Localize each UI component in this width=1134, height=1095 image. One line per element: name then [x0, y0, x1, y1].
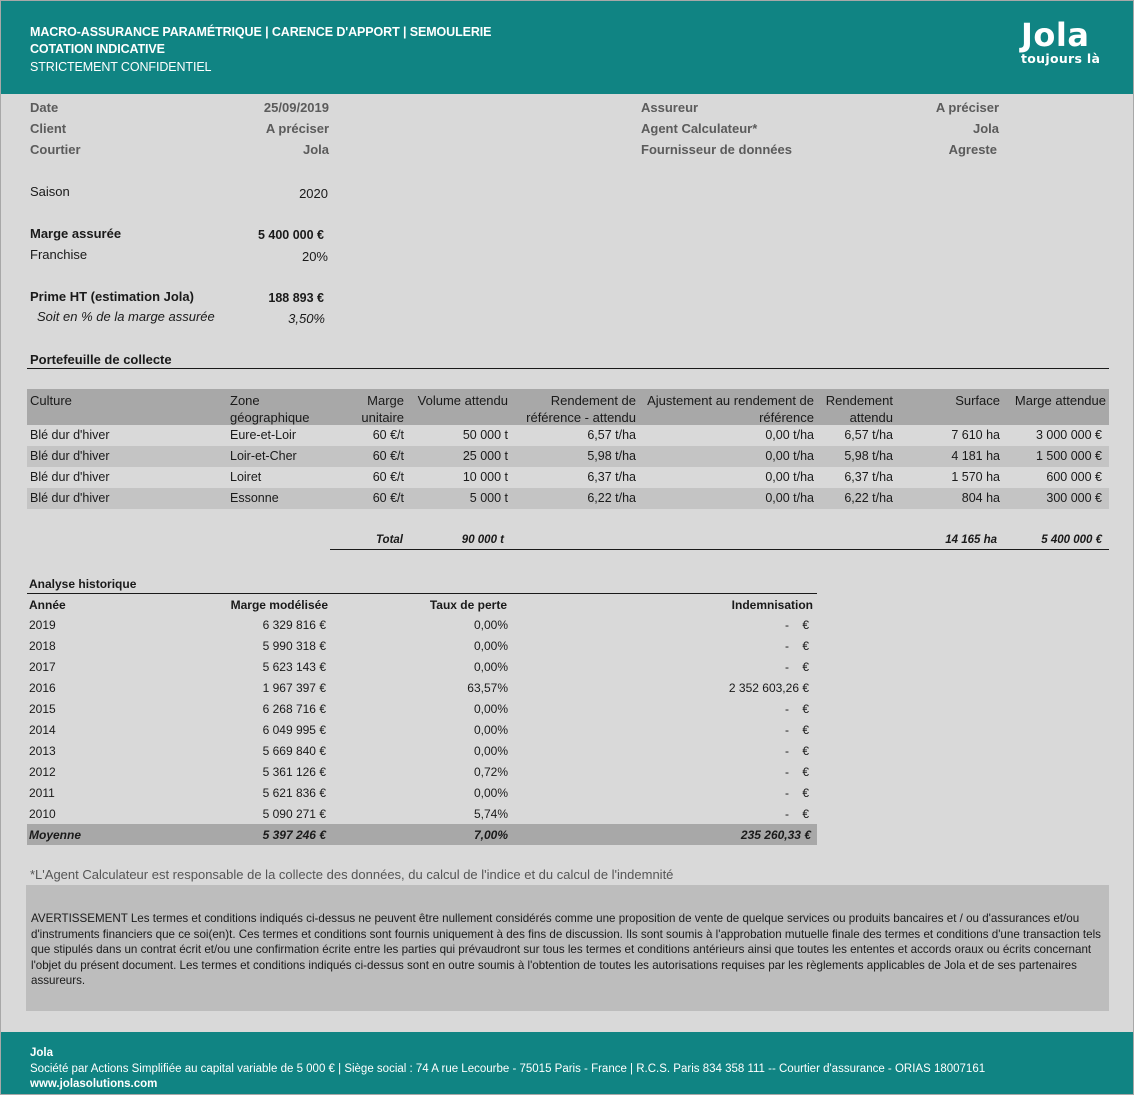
cell-marge: 5 090 271 € [262, 807, 326, 821]
cell-indemnisation: - € [784, 618, 809, 632]
history-row [27, 761, 817, 782]
cell-marge-attendue: 3 000 000 € [1035, 428, 1102, 442]
cell-marge-attendue: 300 000 € [1046, 491, 1102, 505]
cell-rendement-attendu: 6,57 t/ha [844, 428, 893, 442]
history-average-row [27, 824, 817, 845]
confidential-label: STRICTEMENT CONFIDENTIEL [30, 60, 212, 74]
client-value: A préciser [265, 121, 329, 136]
cell-culture: Blé dur d'hiver [30, 449, 110, 463]
prime-percent-label: Soit en % de la marge assurée [37, 309, 215, 324]
cell-annee: 2015 [29, 702, 56, 716]
cell-surface: 1 570 ha [951, 470, 1000, 484]
history-header-row [27, 594, 817, 614]
header-rendref-line2: référence - attendu [526, 410, 636, 425]
saison-label: Saison [30, 184, 70, 199]
cell-indemnisation: - € [784, 744, 809, 758]
assureur-value: A préciser [935, 100, 999, 115]
cell-surface: 804 ha [961, 491, 1000, 505]
footer-website[interactable]: www.jolasolutions.com [30, 1078, 158, 1090]
header-marge-unitaire [327, 392, 404, 426]
cell-taux: 63,57% [467, 681, 508, 695]
cell-rendement-ref: 6,22 t/ha [587, 491, 636, 505]
history-row [27, 656, 817, 677]
cell-marge: 6 049 995 € [262, 723, 326, 737]
header-ajust-line2: référence [759, 410, 814, 425]
cell-rendement-ref: 6,57 t/ha [587, 428, 636, 442]
date-label: Date [30, 100, 59, 115]
franchise-value: 20% [301, 249, 328, 264]
header-zone-line2: géographique [230, 410, 310, 425]
cell-marge-unitaire: 60 €/t [372, 470, 404, 484]
cell-marge: 6 329 816 € [262, 618, 326, 632]
disclaimer-text: AVERTISSEMENT Les termes et conditions indiqués ci-dessus ne peuvent être nullement considérés comme une proposition de vente de quelque services ou produits bancaires et / ou d'assurances et/ou d'instruments financiers que ce soi(en)t. Ces termes et conditions sont fournis uniquement à des fins de discussion. Ils sont soumis à l'approbation mutuelle finale des termes et conditions d'une transaction tels que stipulés dans un contrat écrit et/ou une confirmation écrite entre les parties qui prévaudront sur tous les termes et conditions antérieurs ainsi que toutes les ententes et accords oraux ou écrits concernant l'objet du présent document. Les termes et conditions indiqués ci-dessus sont en outre soumis à l'obtention de toutes les autorisations requises par les règlements applicables de Jola et de ses partenaires assureurs. [31, 912, 1101, 987]
history-row [27, 677, 817, 698]
cell-marge-attendue: 1 500 000 € [1035, 449, 1102, 463]
cell-rendement-ref: 5,98 t/ha [587, 449, 636, 463]
cell-marge-unitaire: 60 €/t [372, 449, 404, 463]
header-rend-line2: attendu [849, 410, 893, 425]
cell-ajustement: 0,00 t/ha [765, 491, 814, 505]
cell-zone: Loiret [230, 470, 262, 484]
history-row [27, 719, 817, 740]
logo-wordmark: Jola [1021, 16, 1090, 54]
header-marge-line2: unitaire [361, 410, 404, 425]
cell-marge-unitaire: 60 €/t [372, 491, 404, 505]
portfolio-row [27, 446, 1109, 467]
cell-marge: 5 623 143 € [262, 660, 326, 674]
cell-taux: 0,00% [473, 639, 508, 653]
cell-volume: 50 000 t [462, 428, 508, 442]
portfolio-table [27, 389, 1109, 509]
header-volume: Volume attendu [417, 393, 508, 408]
history-row [27, 782, 817, 803]
average-indemnisation: 235 260,33 € [740, 828, 811, 842]
portfolio-title: Portefeuille de collecte [30, 352, 172, 367]
cell-marge: 5 361 126 € [262, 765, 326, 779]
cell-ajustement: 0,00 t/ha [765, 428, 814, 442]
cell-rendement-attendu: 5,98 t/ha [844, 449, 893, 463]
cell-ajustement: 0,00 t/ha [765, 470, 814, 484]
history-row [27, 698, 817, 719]
cell-indemnisation: - € [784, 723, 809, 737]
cell-annee: 2010 [29, 807, 56, 821]
header-rendref-line1: Rendement de [550, 393, 636, 408]
cell-annee: 2013 [29, 744, 56, 758]
fournisseur-value: Agreste [948, 142, 997, 157]
cell-taux: 0,00% [473, 786, 508, 800]
prime-label: Prime HT (estimation Jola) [30, 289, 194, 304]
header-marge-line1: Marge [367, 393, 404, 408]
cell-indemnisation: 2 352 603,26 € [728, 681, 809, 695]
document-subtitle: COTATION INDICATIVE [30, 42, 165, 56]
assureur-label: Assureur [641, 100, 699, 115]
cell-zone: Loir-et-Cher [230, 449, 297, 463]
portfolio-row [27, 467, 1109, 488]
cell-marge: 5 621 836 € [262, 786, 326, 800]
header-marge-modelisee: Marge modélisée [230, 598, 328, 612]
average-taux: 7,00% [473, 828, 508, 842]
history-table [27, 577, 817, 845]
cell-indemnisation: - € [784, 639, 809, 653]
agent-label: Agent Calculateur* [641, 121, 758, 136]
cell-taux: 0,00% [473, 723, 508, 737]
cell-marge-unitaire: 60 €/t [372, 428, 404, 442]
courtier-label: Courtier [30, 142, 81, 157]
marge-assuree-label: Marge assurée [30, 226, 122, 241]
cell-culture: Blé dur d'hiver [30, 470, 110, 484]
cell-taux: 0,72% [473, 765, 508, 779]
history-row [27, 803, 817, 824]
cell-indemnisation: - € [784, 660, 809, 674]
cell-marge: 5 990 318 € [262, 639, 326, 653]
total-volume: 90 000 t [461, 534, 504, 546]
cell-zone: Essonne [230, 491, 279, 505]
client-label: Client [30, 121, 67, 136]
cell-indemnisation: - € [784, 765, 809, 779]
courtier-value: Jola [302, 142, 329, 157]
jola-logo [1021, 17, 1100, 66]
agent-footnote: *L'Agent Calculateur est responsable de la collecte des données, du calcul de l'indice et du calcul de l'indemnité [30, 867, 674, 882]
header-zone-line1: Zone [230, 393, 260, 408]
saison-value: 2020 [299, 186, 328, 201]
header-culture: Culture [30, 393, 72, 408]
marge-assuree-value: 5 400 000 € [257, 228, 324, 242]
cell-indemnisation: - € [784, 807, 809, 821]
portfolio-header-row [27, 389, 1109, 425]
portfolio-title-rule [27, 368, 1109, 369]
total-marge: 5 400 000 € [1041, 534, 1102, 546]
cell-annee: 2012 [29, 765, 56, 779]
cell-taux: 0,00% [473, 744, 508, 758]
document-title: MACRO-ASSURANCE PARAMÉTRIQUE | CARENCE D'APPORT | SEMOULERIE [30, 25, 492, 39]
cell-annee: 2016 [29, 681, 56, 695]
cell-taux: 0,00% [473, 702, 508, 716]
cell-surface: 4 181 ha [951, 449, 1000, 463]
cell-annee: 2019 [29, 618, 56, 632]
cell-taux: 0,00% [473, 618, 508, 632]
average-label: Moyenne [29, 828, 82, 842]
cell-zone: Eure-et-Loir [230, 428, 296, 442]
total-surface: 14 165 ha [945, 534, 997, 546]
cell-volume: 10 000 t [462, 470, 508, 484]
history-row [27, 614, 817, 635]
cell-annee: 2017 [29, 660, 56, 674]
header-ajust-line1: Ajustement au rendement de [647, 393, 814, 408]
cell-indemnisation: - € [784, 702, 809, 716]
cell-taux: 5,74% [473, 807, 508, 821]
cell-annee: 2011 [29, 786, 55, 800]
disclaimer-box [26, 885, 1109, 1011]
cell-volume: 25 000 t [462, 449, 508, 463]
cell-marge-attendue: 600 000 € [1046, 470, 1102, 484]
prime-percent-value: 3,50% [288, 311, 325, 326]
cell-rendement-attendu: 6,37 t/ha [844, 470, 893, 484]
total-rule [330, 549, 1109, 550]
cell-indemnisation: - € [784, 786, 809, 800]
cell-marge: 1 967 397 € [262, 681, 326, 695]
header-rendement-attendu [817, 392, 893, 426]
fournisseur-label: Fournisseur de données [641, 142, 792, 157]
cell-ajustement: 0,00 t/ha [765, 449, 814, 463]
header-taux-perte: Taux de perte [429, 598, 507, 612]
footer-company: Jola [30, 1047, 54, 1059]
portfolio-row [27, 425, 1109, 446]
header-indemnisation: Indemnisation [731, 598, 813, 612]
cell-annee: 2018 [29, 639, 56, 653]
cell-marge: 5 669 840 € [262, 744, 326, 758]
cell-taux: 0,00% [473, 660, 508, 674]
cell-rendement-attendu: 6,22 t/ha [844, 491, 893, 505]
franchise-label: Franchise [30, 247, 88, 262]
header-surface: Surface [955, 393, 1000, 408]
prime-value: 188 893 € [268, 291, 324, 305]
header-annee: Année [29, 598, 66, 612]
document-header [1, 1, 1133, 94]
cell-surface: 7 610 ha [951, 428, 1000, 442]
agent-value: Jola [972, 121, 999, 136]
header-zone [230, 392, 310, 426]
cell-rendement-ref: 6,37 t/ha [587, 470, 636, 484]
footer-legal: Société par Actions Simplifiée au capital variable de 5 000 € | Siège social : 74 A rue Lecourbe - 75015 Paris - France | R.C.S. Paris 834 358 111 -- Courtier d'assurance - ORIAS 18007161 [30, 1063, 986, 1075]
total-label: Total [375, 534, 403, 546]
history-row [27, 635, 817, 656]
cell-annee: 2014 [29, 723, 56, 737]
cell-volume: 5 000 t [469, 491, 508, 505]
cell-culture: Blé dur d'hiver [30, 491, 110, 505]
history-title: Analyse historique [29, 577, 137, 591]
logo-tagline: toujours là [1021, 51, 1101, 66]
header-rendement-ref [511, 392, 636, 426]
cell-culture: Blé dur d'hiver [30, 428, 110, 442]
portfolio-row [27, 488, 1109, 509]
header-rend-line1: Rendement [825, 393, 893, 408]
date-value: 25/09/2019 [263, 100, 329, 115]
document-footer [1, 1032, 1133, 1094]
cell-marge: 6 268 716 € [262, 702, 326, 716]
history-row [27, 740, 817, 761]
average-marge: 5 397 246 € [262, 828, 326, 842]
header-marge-attendue: Marge attendue [1014, 393, 1106, 408]
header-ajustement [639, 392, 814, 426]
